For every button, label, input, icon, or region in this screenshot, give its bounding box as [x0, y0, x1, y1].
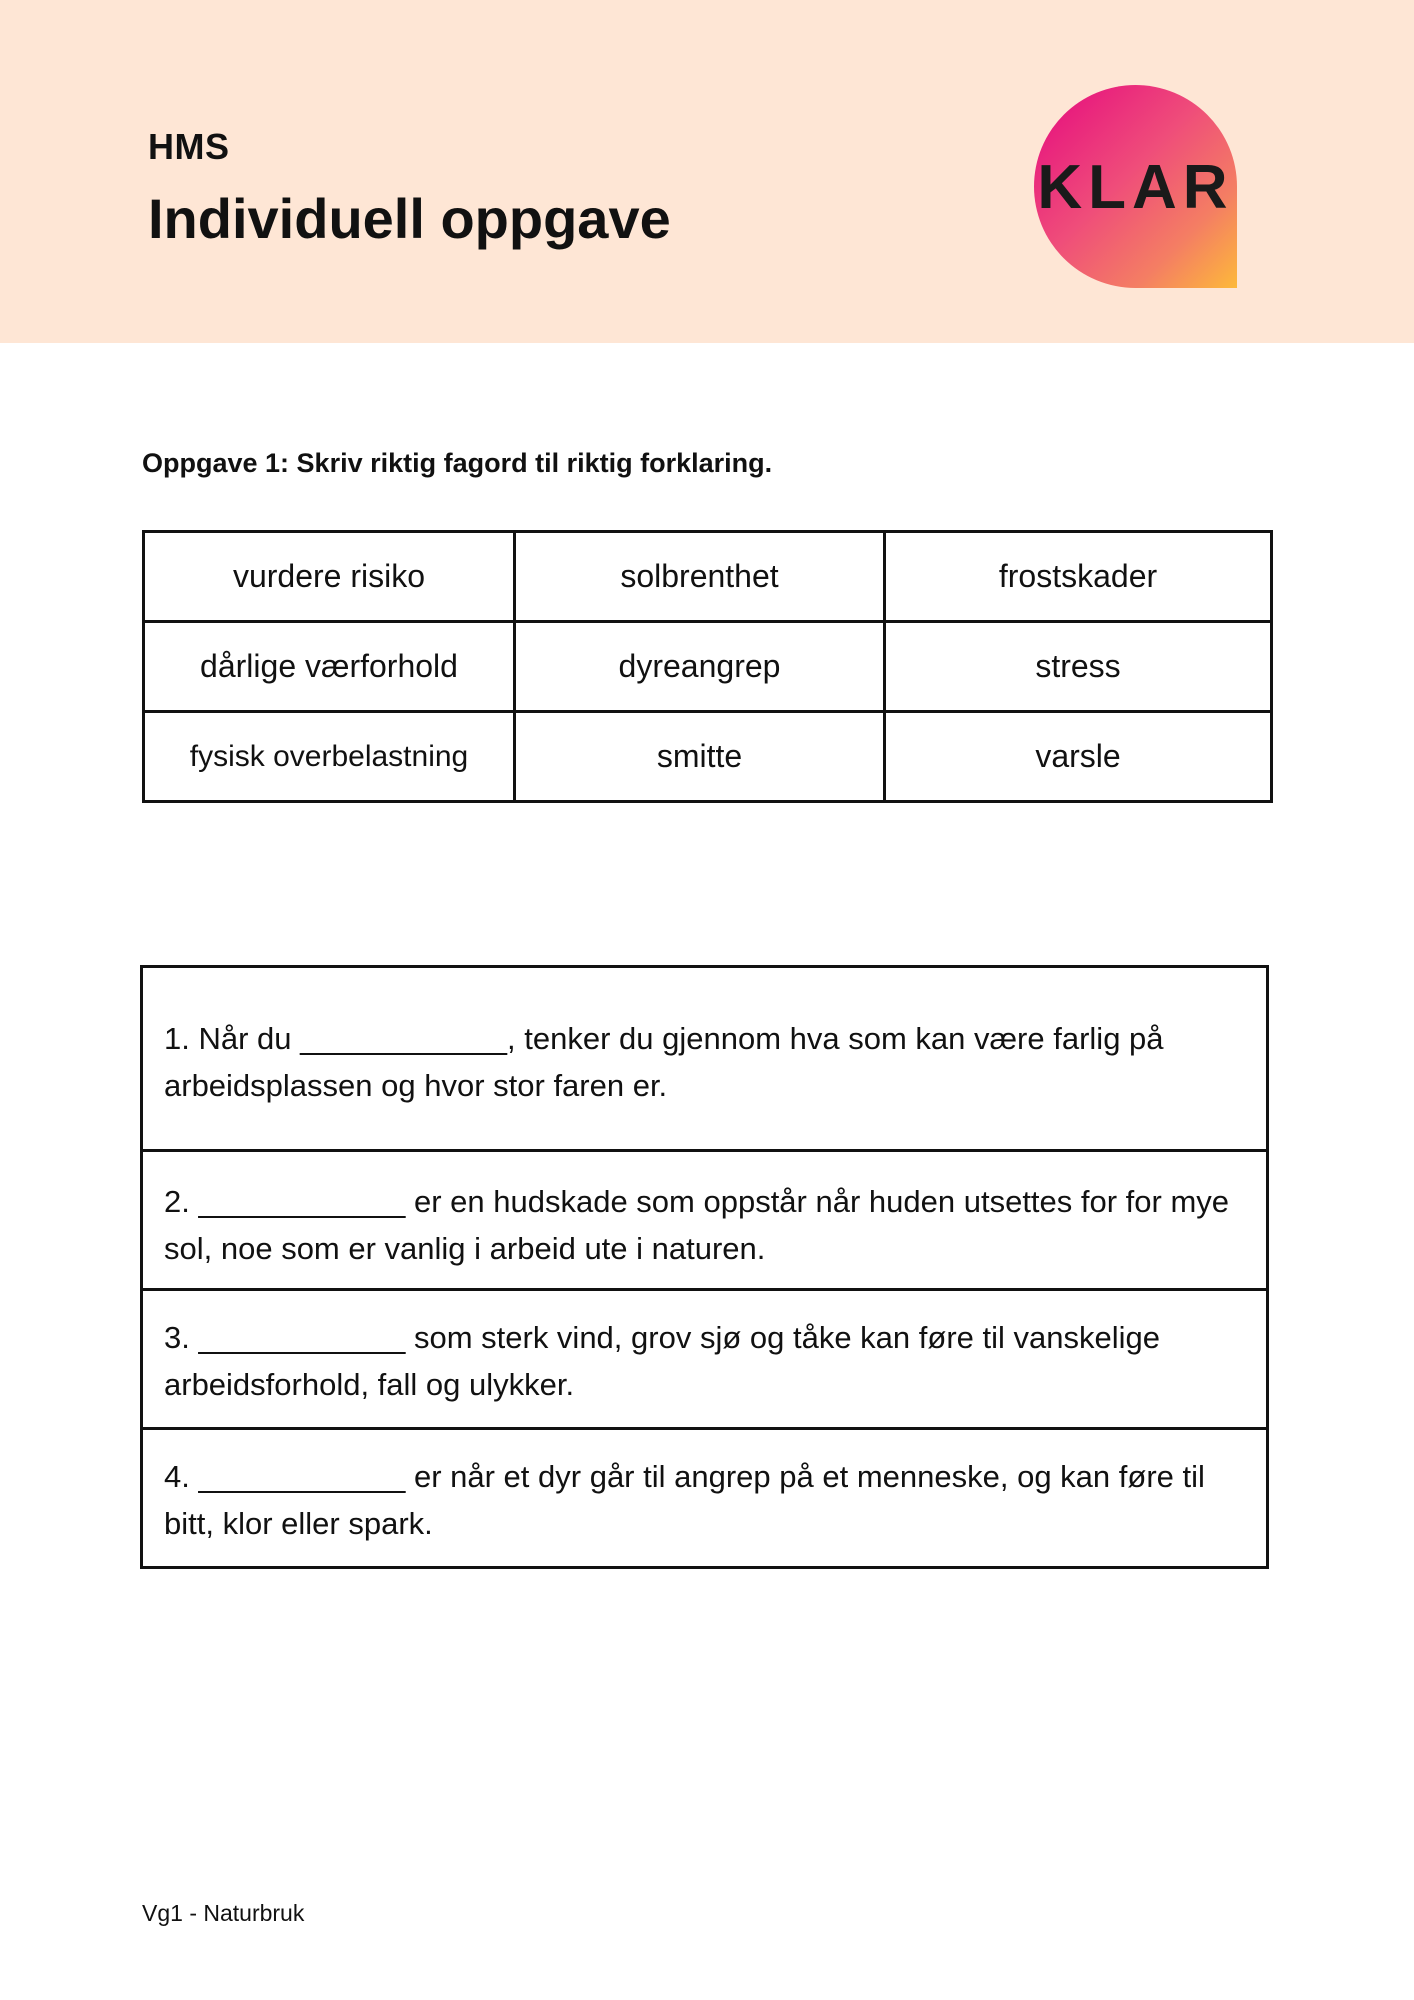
word-bank-table [142, 530, 1273, 803]
word-cell: solbrenthet [515, 532, 885, 622]
word-cell: dårlige værforhold [144, 622, 515, 712]
task-heading: Oppgave 1: Skriv riktig fagord til riktig forklaring. [142, 448, 773, 478]
word-cell: smitte [515, 712, 885, 802]
word-cell: varsle [885, 712, 1272, 802]
sentence-item: 4. ____________ er når et dyr går til angrep på et menneske, og kan føre til bitt, klor eller spark. [164, 1459, 1205, 1541]
page-title: Individuell oppgave [148, 187, 671, 250]
sentence-item: 1. Når du ____________, tenker du gjennom hva som kan være farlig på arbeidsplassen og hvor stor faren er. [143, 968, 1266, 1152]
sentence-table [140, 965, 1269, 1569]
subject-label: HMS [148, 126, 230, 167]
logo-text: KLAR [1037, 153, 1234, 222]
header-banner [0, 0, 1414, 343]
word-cell: frostskader [885, 532, 1272, 622]
word-cell: stress [885, 622, 1272, 712]
footer-label: Vg1 - Naturbruk [142, 1900, 305, 1926]
sentence-item: 3. ____________ som sterk vind, grov sjø og tåke kan føre til vanskelige arbeidsforhold, fall og ulykker. [143, 1291, 1266, 1430]
table-row [144, 532, 1272, 622]
sentence-item: 2. ____________ er en hudskade som oppstår når huden utsettes for for mye sol, noe som er vanlig i arbeid ute i naturen. [143, 1152, 1266, 1291]
word-cell: fysisk overbelastning [144, 712, 515, 802]
table-row [144, 622, 1272, 712]
klar-logo [1034, 85, 1237, 288]
table-row [144, 712, 1272, 802]
word-cell: vurdere risiko [144, 532, 515, 622]
word-cell: dyreangrep [515, 622, 885, 712]
